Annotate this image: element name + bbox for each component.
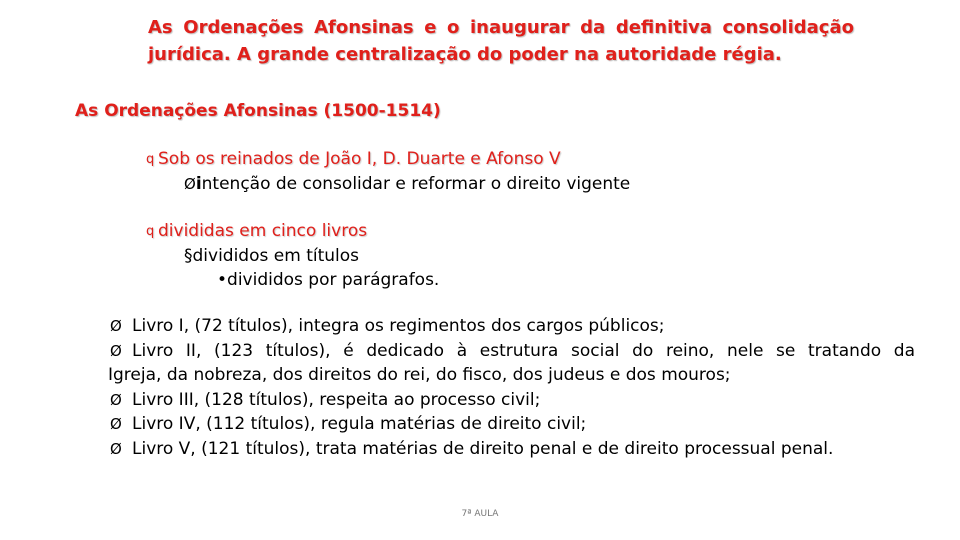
- book-item-text: Livro III, (128 títulos), respeita ao processo civil;: [132, 389, 541, 410]
- book-item-text: Livro II, (123 títulos), é dedicado à estrutura social do reino, nele se tratando da: [132, 340, 915, 361]
- book-item: [110, 339, 915, 364]
- book-item-text: Livro I, (72 títulos), integra os regimentos dos cargos públicos;: [132, 316, 665, 336]
- book-item-continuation: Igreja, da nobreza, dos direitos do rei, do fisco, dos judeus e dos mouros;: [108, 365, 731, 385]
- square-bullet-icon: §: [184, 246, 193, 266]
- checkbox-bullet-icon: q: [146, 152, 155, 167]
- section2-level3: [217, 270, 439, 290]
- section1-subitem: [184, 174, 630, 194]
- book-item-text: Livro IV, (112 títulos), regula matérias de direito civil;: [132, 414, 587, 434]
- checkbox-bullet-icon: q: [146, 224, 155, 239]
- section1-subitem-text: ntenção de consolidar e reformar o direito vigente: [201, 174, 631, 194]
- dot-bullet-icon: •: [217, 270, 228, 290]
- section2-level2-text: divididos em títulos: [192, 246, 359, 266]
- title-line-1: As Ordenações Afonsinas e o inaugurar da definitiva consolidação: [148, 17, 854, 38]
- book-item-text: Livro V, (121 títulos), trata matérias de direito penal e de direito processual penal.: [132, 438, 834, 459]
- arrow-bullet-icon: Ø: [110, 439, 122, 458]
- section1-heading-text: Sob os reinados de João I, D. Duarte e Afonso V: [158, 149, 561, 169]
- book-item: [110, 412, 915, 437]
- books-list: [110, 314, 915, 461]
- section2-heading: [146, 221, 367, 241]
- section1-subitem-initial: i: [195, 174, 202, 194]
- book-item: [110, 437, 915, 462]
- arrow-bullet-icon: Ø: [110, 390, 122, 409]
- subtitle: As Ordenações Afonsinas (1500-1514): [75, 101, 441, 121]
- arrow-bullet-icon: Ø: [110, 317, 122, 335]
- book-item: [110, 388, 915, 413]
- title-line-2: jurídica. A grande centralização do poder na autoridade régia.: [148, 44, 782, 65]
- arrow-bullet-icon: Ø: [184, 175, 196, 193]
- arrow-bullet-icon: Ø: [110, 341, 122, 360]
- section2-heading-text: divididas em cinco livros: [158, 221, 368, 241]
- section2-level3-text: divididos por parágrafos.: [227, 270, 440, 290]
- section1-heading: [146, 149, 561, 169]
- footer-label: 7ª AULA: [461, 509, 499, 519]
- section2-level2: [184, 246, 359, 266]
- book-item: [110, 314, 915, 339]
- slide-title: [148, 14, 854, 68]
- arrow-bullet-icon: Ø: [110, 415, 122, 433]
